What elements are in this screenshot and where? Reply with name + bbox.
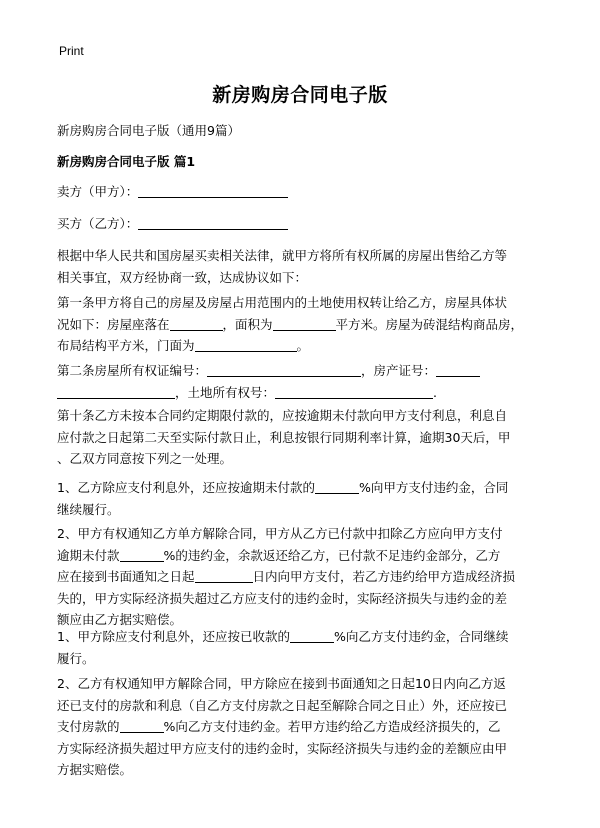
clause-item-4 [57, 673, 557, 781]
text-line: 履行。 [57, 650, 95, 666]
clause-item-3 [57, 626, 557, 669]
text-line [57, 314, 557, 336]
text-line [57, 545, 557, 567]
text-line [57, 566, 557, 588]
text-fragment: 逾期未付款 [57, 547, 120, 563]
text-line: 还已支付的房款和利息（自乙方支付房款之日起至解除合同之日止）外，还应按已 [57, 697, 508, 713]
text-fragment: 平方米。房屋为砖混结构商品房， [335, 316, 524, 332]
text-fragment: 应在接到书面通知之日起 [57, 569, 195, 584]
text-line [57, 335, 557, 357]
seller-label: 卖方（甲方）： [57, 184, 139, 199]
land-number-blank [275, 385, 433, 399]
article-2 [57, 360, 557, 403]
text-line: 、乙双方同意按下列之一处理。 [57, 451, 233, 466]
text-fragment: 。 [296, 338, 310, 353]
text-line: 相关事宜，双方经协商一致，达成协议如下： [57, 269, 308, 285]
text-fragment: 1、乙方除应支付利息外，还应按逾期未付款的 [57, 480, 315, 495]
text-fragment: 1、甲方除应支付利息外，还应按已收款的 [57, 629, 290, 644]
storefront-blank [195, 338, 297, 352]
text-fragment: ，面积为 [222, 316, 273, 332]
text-line [57, 477, 557, 499]
clause-item-2 [57, 523, 557, 631]
percent-blank [290, 629, 334, 643]
text-line: 应付款之日起第二天至实际付款日止，利息按银行同期利率计算，逾期30天后，甲 [57, 429, 511, 445]
text-fragment: %向乙方支付违约金。若甲方违约给乙方造成经济损失的，乙 [163, 719, 501, 734]
seller-blank [138, 184, 288, 198]
print-link[interactable]: Print [59, 44, 84, 58]
text-fragment: . [433, 384, 437, 400]
text-line: 方实际经济损失超过甲方应支付的违约金时，实际经济损失与违约金的差额应由甲 [57, 740, 508, 756]
text-line [57, 382, 557, 404]
text-line: 方据实赔偿。 [57, 762, 133, 777]
percent-blank [315, 480, 359, 494]
location-blank [170, 317, 223, 331]
text-fragment: %向甲方支付违约金，合同 [358, 480, 509, 495]
text-line: 2、乙方有权通知甲方解除合同，甲方除应在接到书面通知之日起10日内向乙方返 [57, 676, 506, 691]
text-line: 额应由乙方据实赔偿。 [57, 612, 183, 627]
text-line: 继续履行。 [57, 501, 120, 517]
section-heading: 新房购房合同电子版 篇1 [57, 154, 196, 169]
document-subtitle: 新房购房合同电子版（通用9篇） [57, 123, 240, 138]
property-cert-blank [436, 363, 480, 377]
text-line [57, 626, 557, 648]
area-blank [273, 317, 336, 331]
buyer-blank [138, 216, 288, 230]
text-line: 根据中华人民共和国房屋买卖相关法律，就甲方将所有权所属的房屋出售给乙方等 [57, 248, 508, 263]
text-fragment: 日内向甲方支付，若乙方违约给甲方造成经济损 [252, 569, 516, 584]
text-fragment: ，土地所有权号： [175, 384, 276, 400]
days-blank [195, 569, 253, 583]
article-1 [57, 292, 557, 357]
text-line: 第一条甲方将自己的房屋及房屋占用范围内的土地使用权转让给乙方，房屋具体状 [57, 295, 508, 310]
percent-blank [120, 548, 164, 562]
text-line: 第十条乙方未按本合同约定期限付款的，应按逾期未付款向甲方支付利息，利息自 [57, 408, 508, 423]
seller-line [57, 181, 557, 203]
text-fragment: 第二条房屋所有权证编号： [57, 363, 208, 378]
text-line: 2、甲方有权通知乙方单方解除合同，甲方从乙方已付款中扣除乙方应向甲方支付 [57, 526, 503, 541]
buyer-label: 买方（乙方）： [57, 216, 139, 231]
article-10 [57, 405, 557, 470]
intro-paragraph [57, 245, 557, 288]
document-title: 新房购房合同电子版 [212, 84, 388, 106]
text-fragment: %向乙方支付违约金，合同继续 [333, 629, 509, 644]
text-fragment: 支付房款的 [57, 719, 120, 734]
cert-continuation-blank [57, 385, 175, 399]
text-fragment: 布局结构平方米，门面为 [57, 338, 195, 353]
text-fragment: 况如下：房屋座落在 [57, 316, 170, 332]
ownership-cert-blank [207, 363, 361, 377]
buyer-line [57, 213, 557, 235]
text-fragment: ，房产证号： [361, 363, 437, 378]
text-line [57, 716, 557, 738]
text-fragment: %的违约金，余款返还给乙方，已付款不足违约金部分，乙方 [163, 547, 501, 563]
clause-item-1 [57, 477, 557, 520]
percent-blank [120, 719, 164, 733]
text-line: 失的，甲方实际经济损失超过乙方应支付的违约金时，实际经济损失与违约金的差 [57, 590, 508, 606]
text-line [57, 360, 557, 382]
